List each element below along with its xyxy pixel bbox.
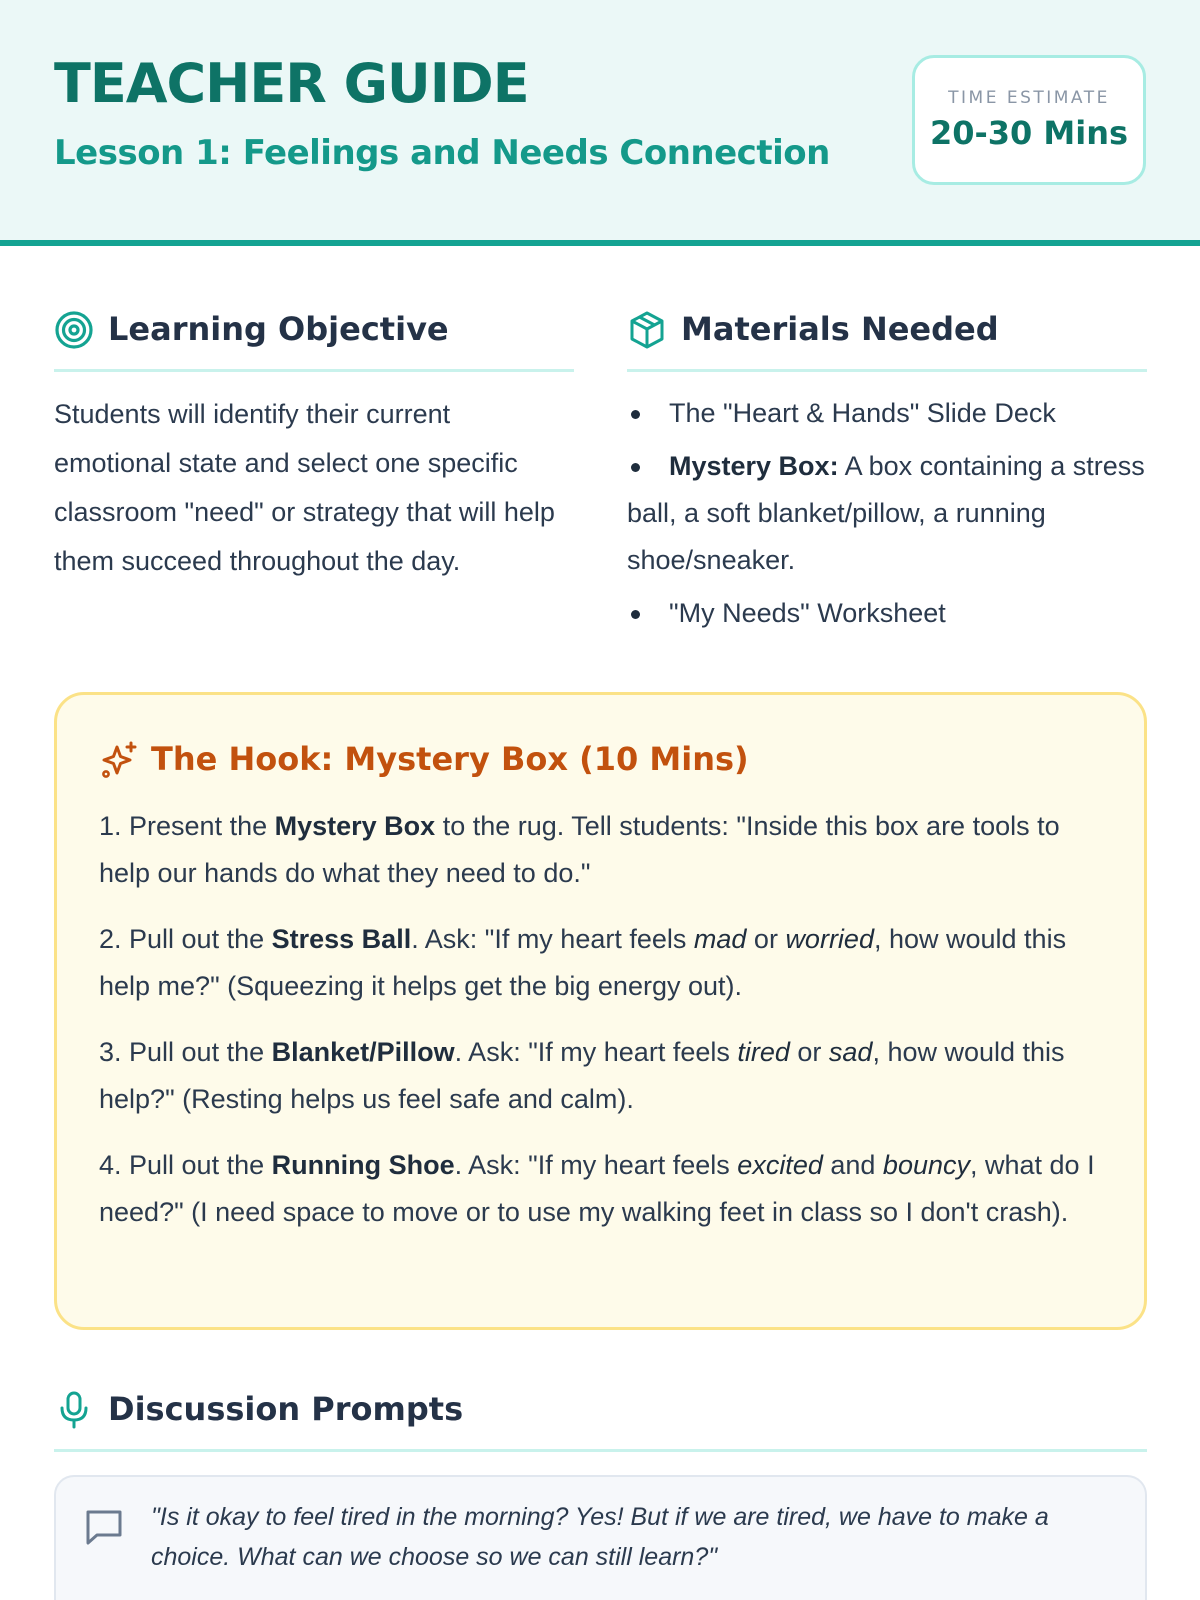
chat-bubble-icon	[84, 1507, 124, 1547]
materials-needed-title: Materials Needed	[681, 310, 999, 348]
hook-step: 2. Pull out the Stress Ball. Ask: "If my heart feels mad or worried, how would this help me?" (Squeezing it helps get the big energy out).	[99, 924, 1067, 1001]
learning-objective-title: Learning Objective	[108, 310, 449, 348]
hook-callout	[54, 692, 1147, 1330]
learning-objective-header	[54, 302, 574, 372]
discussion-prompts-title: Discussion Prompts	[108, 1390, 464, 1428]
hook-title: The Hook: Mystery Box (10 Mins)	[151, 740, 749, 778]
hook-step: 3. Pull out the Blanket/Pillow. Ask: "If my heart feels tired or sad, how would this help?" (Resting helps us feel safe and calm).	[99, 1037, 1065, 1114]
discussion-prompts-header	[54, 1382, 1147, 1452]
list-item: "My Needs" Worksheet	[627, 590, 1157, 637]
time-estimate-card	[912, 55, 1146, 185]
learning-objective-text: Students will identify their current emotional state and select one specific classroom "need" or strategy that will help them succeed throughout the day.	[54, 399, 555, 576]
sparkles-icon	[99, 740, 139, 780]
hook-steps	[99, 803, 1109, 1255]
list-item: Mystery Box: A box containing a stress ball, a soft blanket/pillow, a running shoe/sneaker.	[627, 443, 1157, 584]
page-title: TEACHER GUIDE	[54, 52, 529, 115]
microphone-icon	[54, 1390, 94, 1430]
time-estimate-label: TIME ESTIMATE	[948, 88, 1110, 108]
target-icon	[54, 310, 94, 350]
header-banner	[0, 0, 1200, 246]
materials-list	[627, 390, 1157, 643]
hook-step: 4. Pull out the Running Shoe. Ask: "If my heart feels excited and bouncy, what do I need?" (I need space to move or to use my walking feet in class so I don't crash).	[99, 1150, 1095, 1227]
list-item: The "Heart & Hands" Slide Deck	[627, 390, 1157, 437]
time-estimate-value: 20-30 Mins	[929, 114, 1129, 152]
discussion-prompt-card	[54, 1475, 1147, 1600]
hook-step: 1. Present the Mystery Box to the rug. Tell students: "Inside this box are tools to help our hands do what they need to do."	[99, 811, 1060, 888]
lesson-subtitle: Lesson 1: Feelings and Needs Connection	[54, 133, 830, 173]
discussion-prompt-text: "Is it okay to feel tired in the morning? Yes! But if we are tired, we have to make a choice. What can we choose so we can still learn?"	[151, 1503, 1049, 1571]
materials-needed-header	[627, 302, 1147, 372]
package-icon	[627, 310, 667, 350]
